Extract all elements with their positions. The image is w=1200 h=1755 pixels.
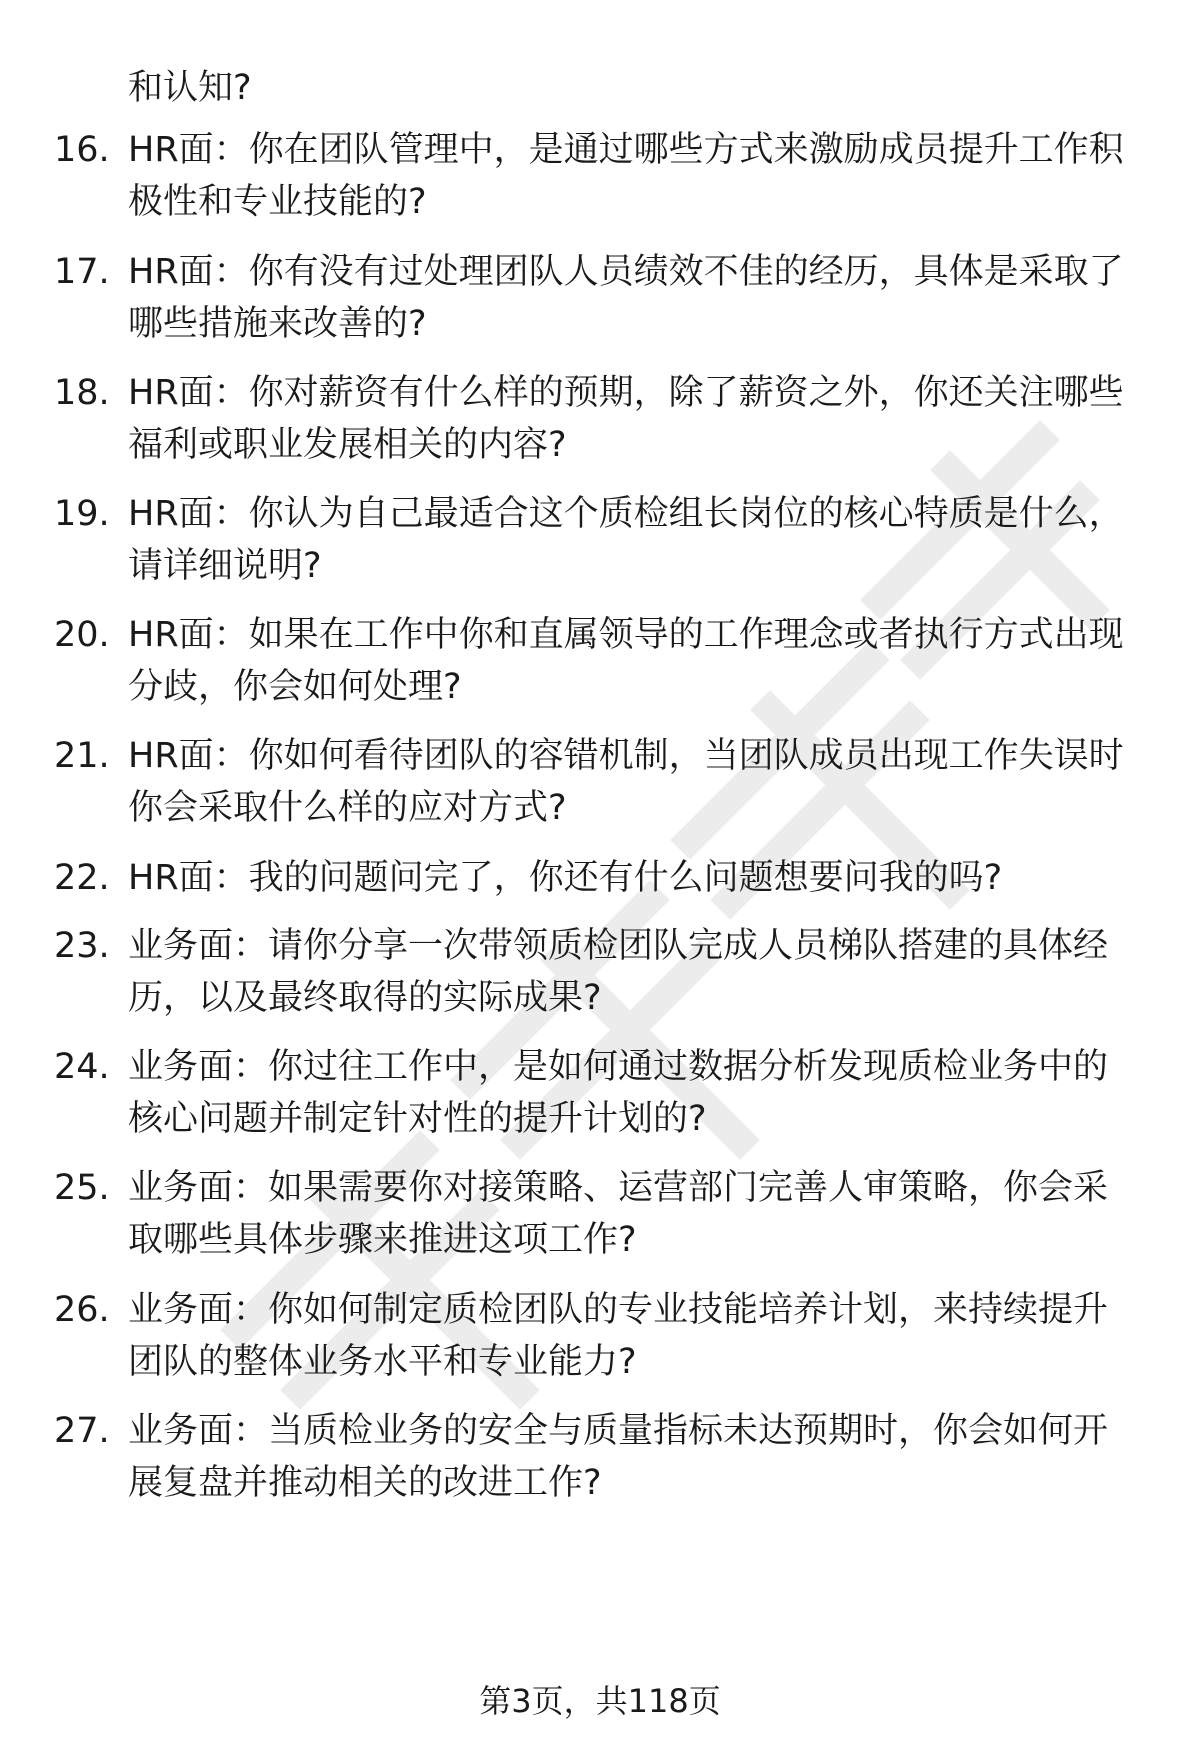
list-item bbox=[0, 1284, 1200, 1394]
item-text-line: 核心问题并制定针对性的提升计划的? bbox=[128, 1099, 707, 1139]
item-number: 25. bbox=[54, 1168, 110, 1208]
item-number: 22. bbox=[54, 858, 110, 898]
item-text-line: HR面：你有没有过处理团队人员绩效不佳的经历，具体是采取了 bbox=[128, 252, 1124, 292]
continuation-text: 和认知? bbox=[128, 68, 252, 108]
list-item bbox=[0, 367, 1200, 477]
list-item bbox=[0, 1041, 1200, 1151]
item-text-line: 业务面：当质检业务的安全与质量指标未达预期时，你会如何开 bbox=[128, 1411, 1109, 1451]
list-item bbox=[0, 730, 1200, 840]
list-item bbox=[0, 246, 1200, 356]
item-text-line: 哪些措施来改善的? bbox=[128, 304, 427, 344]
item-number: 21. bbox=[54, 736, 110, 776]
list-item bbox=[0, 124, 1200, 234]
item-number: 20. bbox=[54, 615, 110, 655]
item-text-line: 你会采取什么样的应对方式? bbox=[128, 788, 567, 828]
item-text-line: 业务面：你如何制定质检团队的专业技能培养计划，来持续提升 bbox=[128, 1290, 1109, 1330]
item-text-line: HR面：你在团队管理中，是通过哪些方式来激励成员提升工作积 bbox=[128, 130, 1124, 170]
item-number: 27. bbox=[54, 1411, 110, 1451]
list-item bbox=[0, 609, 1200, 719]
item-number: 26. bbox=[54, 1290, 110, 1330]
item-text-line: 团队的整体业务水平和专业能力? bbox=[128, 1342, 637, 1382]
item-text-line: HR面：我的问题问完了，你还有什么问题想要问我的吗? bbox=[128, 858, 1003, 898]
item-text-line: 业务面：请你分享一次带领质检团队完成人员梯队搭建的具体经 bbox=[128, 926, 1109, 966]
item-text-line: 福利或职业发展相关的内容? bbox=[128, 425, 567, 465]
page-footer: 第3页，共118页 bbox=[479, 1682, 721, 1720]
item-text-line: 历，以及最终取得的实际成果? bbox=[128, 978, 602, 1018]
list-item bbox=[0, 1405, 1200, 1515]
item-text-line: 业务面：如果需要你对接策略、运营部门完善人审策略，你会采 bbox=[128, 1168, 1109, 1208]
item-number: 18. bbox=[54, 373, 110, 413]
item-number: 16. bbox=[54, 130, 110, 170]
item-number: 19. bbox=[54, 494, 110, 534]
item-number: 23. bbox=[54, 926, 110, 966]
item-text-line: 极性和专业技能的? bbox=[128, 182, 427, 222]
list-item bbox=[0, 920, 1200, 1030]
list-item bbox=[0, 488, 1200, 598]
item-text-line: HR面：你如何看待团队的容错机制，当团队成员出现工作失误时 bbox=[128, 736, 1124, 776]
item-text-line: 取哪些具体步骤来推进这项工作? bbox=[128, 1220, 637, 1260]
item-number: 24. bbox=[54, 1047, 110, 1087]
item-text-line: HR面：你认为自己最适合这个质检组长岗位的核心特质是什么， bbox=[128, 494, 1124, 534]
list-item bbox=[0, 1162, 1200, 1272]
item-number: 17. bbox=[54, 252, 110, 292]
item-text-line: 展复盘并推动相关的改进工作? bbox=[128, 1463, 602, 1503]
item-text-line: 分歧，你会如何处理? bbox=[128, 667, 462, 707]
item-text-line: HR面：你对薪资有什么样的预期，除了薪资之外，你还关注哪些 bbox=[128, 373, 1124, 413]
item-text-line: HR面：如果在工作中你和直属领导的工作理念或者执行方式出现 bbox=[128, 615, 1124, 655]
item-text-line: 业务面：你过往工作中，是如何通过数据分析发现质检业务中的 bbox=[128, 1047, 1109, 1087]
item-text-line: 请详细说明? bbox=[128, 546, 322, 586]
